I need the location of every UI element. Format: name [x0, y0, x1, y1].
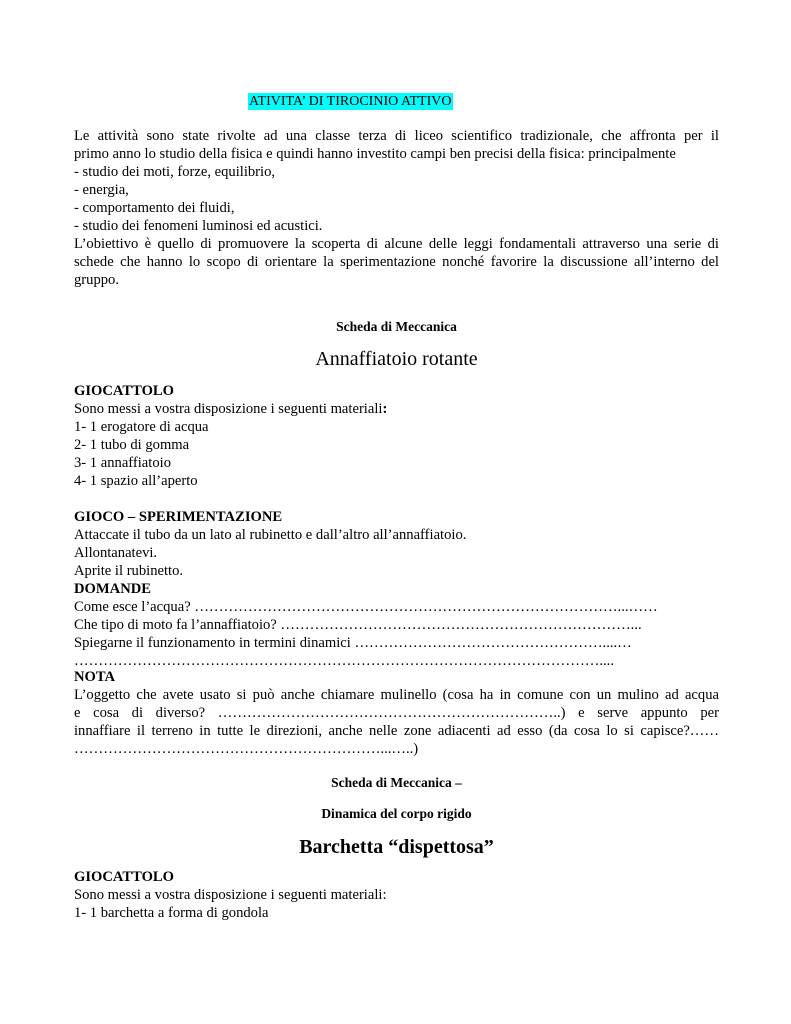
material-item: 3- 1 annaffiatoio: [74, 455, 171, 471]
activity-title: ATIVITA’ DI TIROCINIO ATTIVO: [249, 94, 452, 109]
topic-item: - studio dei fenomeni luminosi ed acustici.: [74, 218, 323, 234]
card1-game-section: [74, 508, 719, 670]
card1-note-section: [74, 668, 719, 758]
note-line: innaffiare il terreno in tutte le direzioni, anche nelle zone adiacenti ad esso (da cosa lo si capisce?……: [74, 723, 719, 739]
game-step: Allontanatevi.: [74, 545, 158, 561]
note-line: ………………………………………………………...…..): [74, 741, 419, 757]
card1-title: Annaffiatoio rotante: [315, 348, 478, 370]
note-line: e cosa di diverso? ……………………………………………………………..) e serve appunto per: [74, 705, 719, 721]
materials-intro-colon: :: [382, 401, 388, 417]
card2-title: Barchetta “dispettosa”: [299, 836, 494, 858]
question-item: Che tipo di moto fa l’annaffiatoio? ………………………………………………………………...: [74, 617, 642, 633]
materials-intro: Sono messi a vostra disposizione i seguenti materiali:: [74, 887, 387, 903]
card2-label: Scheda di Meccanica –: [331, 775, 462, 790]
topic-item: - energia,: [74, 182, 129, 198]
card2-subtitle: Dinamica del corpo rigido: [321, 806, 472, 821]
materials-list: [74, 418, 719, 490]
note-heading: NOTA: [74, 669, 116, 685]
question-item: Spiegarne il funzionamento in termini dinamici ……………………………………………....…: [74, 635, 632, 651]
game-heading: GIOCO – SPERIMENTAZIONE: [74, 509, 283, 525]
materials-list: [74, 904, 719, 922]
card1-label: Scheda di Meccanica: [336, 319, 457, 334]
question-item: ………………………………………………………………………………………………....: [74, 653, 614, 669]
question-item: Come esce l’acqua? ……………………………………………………………………………...……: [74, 599, 658, 615]
material-item: 1- 1 barchetta a forma di gondola: [74, 905, 269, 921]
intro-line: primo anno lo studio della fisica e quindi hanno investito campi ben precisi della fisica: principalmente: [74, 146, 676, 162]
toy-heading: GIOCATTOLO: [74, 869, 175, 885]
objective-line: gruppo.: [74, 272, 119, 288]
material-item: 2- 1 tubo di gomma: [74, 437, 190, 453]
material-item: 4- 1 spazio all’aperto: [74, 473, 198, 489]
card1-toy-section: [74, 382, 719, 490]
intro-section: [74, 127, 719, 289]
game-step: Aprite il rubinetto.: [74, 563, 184, 579]
objective-line: L’obiettivo è quello di promuovere la scoperta di alcune delle leggi fondamentali attraverso una serie di: [74, 236, 719, 252]
game-step: Attaccate il tubo da un lato al rubinetto e dall’altro all’annaffiatoio.: [74, 527, 467, 543]
objective-line: schede che hanno lo scopo di orientare la sperimentazione nonché favorire la discussione all’interno del: [74, 254, 719, 270]
materials-intro-text: Sono messi a vostra disposizione i seguenti materiali: [74, 401, 383, 417]
topic-item: - studio dei moti, forze, equilibrio,: [74, 164, 276, 180]
card2-toy-section: [74, 868, 719, 922]
questions-heading: DOMANDE: [74, 581, 152, 597]
topic-item: - comportamento dei fluidi,: [74, 200, 235, 216]
toy-heading: GIOCATTOLO: [74, 383, 175, 399]
material-item: 1- 1 erogatore di acqua: [74, 419, 209, 435]
note-line: L’oggetto che avete usato si può anche chiamare mulinello (cosa ha in comune con un mulino ad acqua: [74, 687, 719, 703]
intro-paragraph: [74, 127, 719, 289]
materials-intro: [74, 400, 719, 418]
intro-line: Le attività sono state rivolte ad una classe terza di liceo scientifico tradizionale, che affronta per il: [74, 128, 719, 144]
